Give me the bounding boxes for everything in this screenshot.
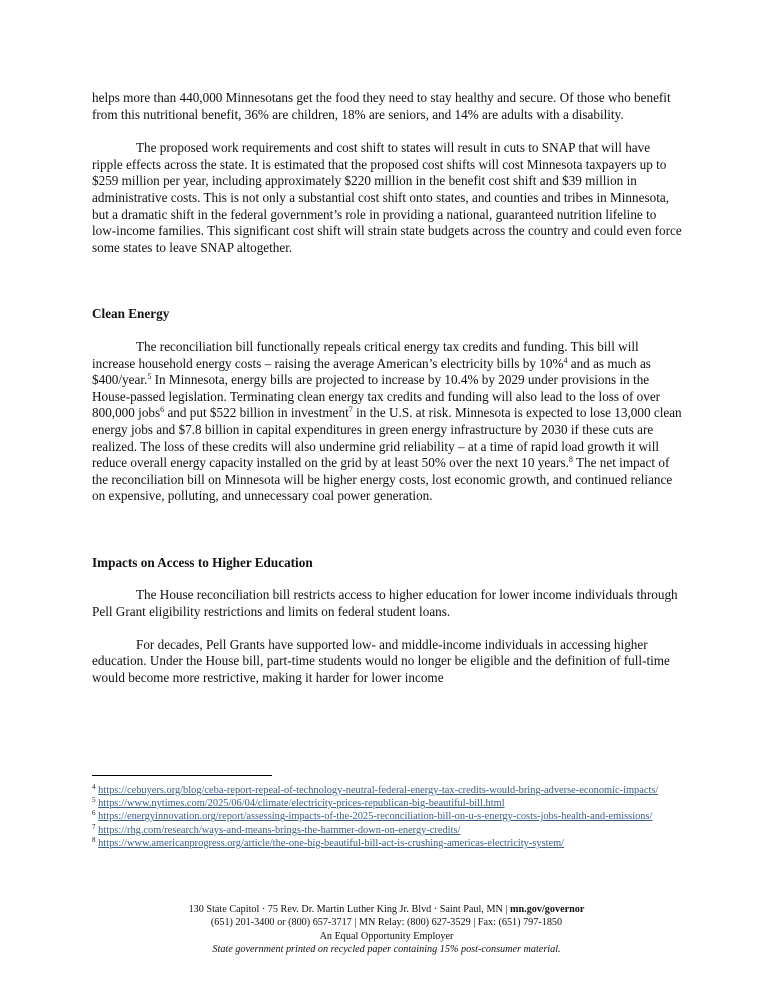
document-body [92,90,682,686]
footnote-ref-8: 8 [568,455,573,465]
footnote-4: $^4$ https://cebuyers.org/blog/ceba-report-repeal-of-technology-neutral-federal-energy-tax-credits-would-bring-adverse-economic-impacts/ [92,783,659,796]
footnote-link-4[interactable]: https://cebuyers.org/blog/ceba-report-repeal-of-technology-neutral-federal-energy-tax-credits-would-bring-adverse-economic-impacts/ [98,785,659,796]
footer-address-line: 130 State Capitol · 75 Rev. Dr. Martin Luther King Jr. Blvd · Saint Paul, MN | mn.gov/governor [188,904,585,915]
clean-energy-heading: Clean Energy [92,306,170,322]
footnote-link-7[interactable]: https://rhg.com/research/ways-and-means-brings-the-hammer-down-on-energy-credits/ [98,824,461,836]
footnote-link-8[interactable]: https://www.americanprogress.org/article/the-one-big-beautiful-bill-act-is-crushing-americas-electricity-system/ [98,837,565,849]
footer-website: mn.gov/governor [510,904,585,915]
clean-energy-paragraph: The reconciliation bill functionally repeals critical energy tax credits and funding. This bill will increase household energy costs – raising the average American’s electricity bills by 10%$^4$ and as much as $400/year.$^5$ In Minnesota, energy bills are projected to increase by 10.4% by 2029 under provisions in the House-passed legislation. Terminating clean energy tax credits and funding will also lead to the loss of over 800,000 jobs$^6$ and put $522 billion in investment$^7$ in the U.S. at risk. Minnesota is expected to lose 13,000 clean energy jobs and $7.8 billion in capital expenditures in green energy infrastructure by 2030 if these cuts are realized. The loss of these credits will also undermine grid reliability – at a time of rapid load growth it will reduce overall energy capacity installed on the grid by at least 50% over the next 10 years.$^8$ The net impact of the reconciliation bill on Minnesota will be higher energy costs, lost economic growth, and continued reliance on expensive, polluting, and unnecessary coal power generation. [92,338,682,504]
footnote-8: $^8$ https://www.americanprogress.org/article/the-one-big-beautiful-bill-act-is-crushing-americas-electricity-system/ [92,835,565,849]
footnote-5: $^5$ https://www.nytimes.com/2025/06/04/climate/electricity-prices-republican-big-beautiful-bill.html [92,796,505,810]
higher-ed-paragraph-1: The House reconciliation bill restricts access to higher education for lower income individuals through Pell Grant eligibility restrictions and limits on federal student loans. [92,587,678,620]
footer-phones: (651) 201-3400 or (800) 657-3717 | MN Relay: (800) 627-3529 | Fax: (651) 797-1850 [210,917,563,929]
footer-recycled-note: State government printed on recycled paper containing 15% post-consumer material. [212,943,561,955]
footnote-ref-5: 5 [147,372,152,382]
higher-ed-paragraph-2: For decades, Pell Grants have supported low- and middle-income individuals in accessing higher education. Under the House bill, part-time students would no longer be eligible and the definition of full-time would become more restrictive, making it harder for lower income [92,636,670,685]
footnote-ref-6: 6 [160,405,165,415]
footnote-ref-4: 4 [563,355,568,365]
footnote-ref-7: 7 [348,405,353,415]
footnote-divider [92,775,272,776]
snap-paragraph-1: helps more than 440,000 Minnesotans get the food they need to stay healthy and secure. Of those who benefit from this nutritional benefit, 36% are children, 18% are seniors, and 14% are adults with a disability. [92,90,671,122]
footnotes [92,784,682,850]
snap-paragraph-2: The proposed work requirements and cost shift to states will result in cuts to SNAP that will have ripple effects across the state. It is estimated that the proposed cost shifts will cost Minnesota taxpayers up to $259 million per year, including approximately $220 million in the benefit cost shift and $39 million in administrative costs. This is not only a substantial cost shift onto states, and counties and tribes in Minnesota, but a dramatic shift in the federal government’s role in providing a national, guaranteed nutrition lifeline to low-income families. This significant cost shift will strain state budgets across the country and could even force some states to leave SNAP altogether. [92,140,682,255]
footnote-6: $^6$ https://energyinnovation.org/report/assessing-impacts-of-the-2025-reconciliation-bill-on-u-s-energy-costs-jobs-health-and-emissions/ [92,809,653,823]
footnote-7: $^7$ https://rhg.com/research/ways-and-means-brings-the-hammer-down-on-energy-credits/ [92,822,461,836]
page-footer [0,903,773,956]
higher-ed-heading: Impacts on Access to Higher Education [92,554,313,570]
footnote-link-5[interactable]: https://www.nytimes.com/2025/06/04/climate/electricity-prices-republican-big-beautiful-bill.html [98,798,505,810]
footnote-link-6[interactable]: https://energyinnovation.org/report/assessing-impacts-of-the-2025-reconciliation-bill-on-u-s-energy-costs-jobs-health-and-emissions/ [98,811,653,823]
footer-eoe: An Equal Opportunity Employer [319,930,454,942]
